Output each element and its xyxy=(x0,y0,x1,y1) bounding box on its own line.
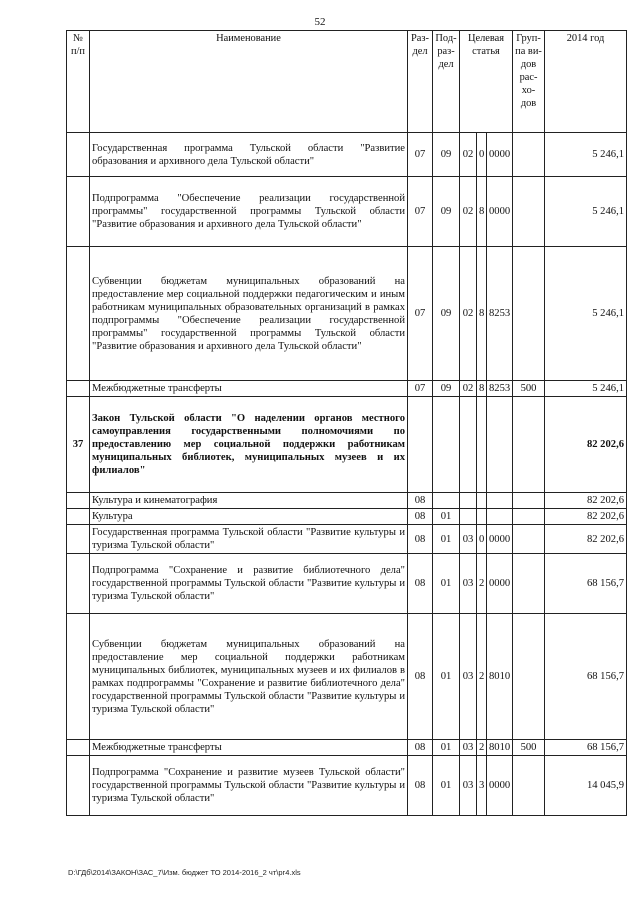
table-row xyxy=(67,554,627,614)
row-number xyxy=(67,493,90,509)
row-target-program: 02 xyxy=(460,177,477,247)
table-body xyxy=(67,133,627,816)
row-expense-group xyxy=(513,554,545,614)
row-subsection: 01 xyxy=(433,614,460,740)
row-target-subprogram: 2 xyxy=(477,554,487,614)
row-subsection: 09 xyxy=(433,177,460,247)
budget-table xyxy=(66,30,627,816)
row-expense-group xyxy=(513,493,545,509)
row-subsection: 01 xyxy=(433,756,460,816)
header-subsection: Под-раз-дел xyxy=(433,31,460,133)
row-amount: 68 156,7 xyxy=(545,554,627,614)
row-expense-group xyxy=(513,177,545,247)
row-number xyxy=(67,525,90,554)
row-target-item: 0000 xyxy=(487,177,513,247)
row-name: Государственная программа Тульской области "Развитие образования и архивного дела Тульской области" xyxy=(90,133,408,177)
header-group: Груп-па ви-дов рас-хо-дов xyxy=(513,31,545,133)
row-target-subprogram xyxy=(477,397,487,493)
row-amount: 5 246,1 xyxy=(545,177,627,247)
table-row xyxy=(67,614,627,740)
header-target: Целевая статья xyxy=(460,31,513,133)
row-name: Подпрограмма "Сохранение и развитие музеев Тульской области" государственной программы Тульской области "Развитие культуры и туризма Тульской области" xyxy=(90,756,408,816)
row-number: 37 xyxy=(67,397,90,493)
row-expense-group xyxy=(513,133,545,177)
row-target-item xyxy=(487,493,513,509)
row-section: 07 xyxy=(408,247,433,381)
row-section: 08 xyxy=(408,493,433,509)
row-section: 08 xyxy=(408,614,433,740)
row-section: 08 xyxy=(408,509,433,525)
row-name: Субвенции бюджетам муниципальных образований на предоставление мер социальной поддержки педагогическим и иным работникам муниципальных образовательных организаций в рамках подпрограммы "Обеспечение реализации государственной программы" государственной программы Тульской области "Развитие образования и архивного дела Тульской области" xyxy=(90,247,408,381)
row-section: 07 xyxy=(408,133,433,177)
row-amount: 68 156,7 xyxy=(545,614,627,740)
row-amount: 5 246,1 xyxy=(545,381,627,397)
row-target-program: 02 xyxy=(460,133,477,177)
row-expense-group xyxy=(513,614,545,740)
row-number xyxy=(67,133,90,177)
table-row xyxy=(67,740,627,756)
row-target-item xyxy=(487,397,513,493)
row-section: 08 xyxy=(408,756,433,816)
row-expense-group: 500 xyxy=(513,740,545,756)
table-row xyxy=(67,397,627,493)
row-subsection: 01 xyxy=(433,525,460,554)
row-target-program xyxy=(460,509,477,525)
row-expense-group xyxy=(513,525,545,554)
row-target-subprogram: 8 xyxy=(477,247,487,381)
row-name: Закон Тульской области "О наделении органов местного самоуправления государственными полномочиями по предоставлению мер социальной поддержки работникам муниципальных библиотек, муниципальных музеев и их филиалов" xyxy=(90,397,408,493)
row-amount: 82 202,6 xyxy=(545,525,627,554)
row-target-subprogram: 8 xyxy=(477,381,487,397)
table-row xyxy=(67,133,627,177)
row-subsection: 09 xyxy=(433,381,460,397)
row-amount: 68 156,7 xyxy=(545,740,627,756)
row-subsection: 01 xyxy=(433,740,460,756)
row-number xyxy=(67,740,90,756)
row-amount: 14 045,9 xyxy=(545,756,627,816)
header-year: 2014 год xyxy=(545,31,627,133)
row-target-subprogram xyxy=(477,493,487,509)
row-subsection: 01 xyxy=(433,509,460,525)
file-path-footer: D:\ГДб\2014\ЗАКОН\ЗАС_7\Изм. бюджет ТО 2014-2016_2 чт\рг4.xls xyxy=(68,868,301,877)
row-name: Культура и кинематография xyxy=(90,493,408,509)
row-section: 08 xyxy=(408,554,433,614)
row-target-subprogram: 2 xyxy=(477,740,487,756)
row-expense-group xyxy=(513,397,545,493)
row-expense-group xyxy=(513,509,545,525)
row-amount: 82 202,6 xyxy=(545,493,627,509)
row-number xyxy=(67,614,90,740)
row-number xyxy=(67,509,90,525)
table-row xyxy=(67,756,627,816)
row-subsection xyxy=(433,397,460,493)
row-number xyxy=(67,554,90,614)
row-target-program xyxy=(460,397,477,493)
row-subsection: 01 xyxy=(433,554,460,614)
header-section: Раз-дел xyxy=(408,31,433,133)
row-amount: 82 202,6 xyxy=(545,509,627,525)
row-expense-group xyxy=(513,247,545,381)
row-target-program xyxy=(460,493,477,509)
row-name: Подпрограмма "Сохранение и развитие библиотечного дела" государственной программы Тульской области "Развитие культуры и туризма Тульской области" xyxy=(90,554,408,614)
row-target-item: 0000 xyxy=(487,525,513,554)
row-target-item xyxy=(487,509,513,525)
row-target-program: 03 xyxy=(460,554,477,614)
row-section: 07 xyxy=(408,381,433,397)
table-row xyxy=(67,381,627,397)
row-name: Субвенции бюджетам муниципальных образований на предоставление мер социальной поддержки работникам муниципальных библиотек, муниципальных музеев и их филиалов в рамках подпрограммы "Сохранение и развитие библиотечного дела" государственной программы Тульской области "Развитие культуры и туризма Тульской области" xyxy=(90,614,408,740)
row-target-subprogram xyxy=(477,509,487,525)
table-row xyxy=(67,247,627,381)
table-row xyxy=(67,177,627,247)
row-target-item: 8010 xyxy=(487,740,513,756)
row-target-item: 0000 xyxy=(487,756,513,816)
row-subsection: 09 xyxy=(433,133,460,177)
row-target-program: 02 xyxy=(460,247,477,381)
row-target-item: 8010 xyxy=(487,614,513,740)
table-header-row xyxy=(67,31,627,133)
row-subsection xyxy=(433,493,460,509)
table-row xyxy=(67,525,627,554)
row-target-program: 03 xyxy=(460,525,477,554)
header-num: № п/п xyxy=(67,31,90,133)
row-target-item: 0000 xyxy=(487,554,513,614)
row-target-program: 03 xyxy=(460,614,477,740)
row-number xyxy=(67,381,90,397)
row-target-subprogram: 3 xyxy=(477,756,487,816)
row-name: Культура xyxy=(90,509,408,525)
row-target-program: 03 xyxy=(460,756,477,816)
row-target-subprogram: 8 xyxy=(477,177,487,247)
page-number: 52 xyxy=(314,16,326,28)
row-name: Межбюджетные трансферты xyxy=(90,381,408,397)
row-number xyxy=(67,756,90,816)
row-expense-group: 500 xyxy=(513,381,545,397)
row-section xyxy=(408,397,433,493)
row-expense-group xyxy=(513,756,545,816)
row-target-subprogram: 0 xyxy=(477,525,487,554)
header-name: Наименование xyxy=(90,31,408,133)
row-target-program: 02 xyxy=(460,381,477,397)
row-section: 08 xyxy=(408,525,433,554)
row-amount: 5 246,1 xyxy=(545,133,627,177)
row-section: 07 xyxy=(408,177,433,247)
row-section: 08 xyxy=(408,740,433,756)
row-name: Государственная программа Тульской области "Развитие культуры и туризма Тульской области" xyxy=(90,525,408,554)
table-row xyxy=(67,509,627,525)
row-subsection: 09 xyxy=(433,247,460,381)
row-number xyxy=(67,177,90,247)
row-amount: 82 202,6 xyxy=(545,397,627,493)
table-row xyxy=(67,493,627,509)
row-name: Межбюджетные трансферты xyxy=(90,740,408,756)
row-target-program: 03 xyxy=(460,740,477,756)
row-name: Подпрограмма "Обеспечение реализации государственной программы" государственной программы Тульской области "Развитие образования и архивного дела Тульской области" xyxy=(90,177,408,247)
row-target-item: 8253 xyxy=(487,247,513,381)
row-target-subprogram: 0 xyxy=(477,133,487,177)
row-target-subprogram: 2 xyxy=(477,614,487,740)
row-number xyxy=(67,247,90,381)
row-amount: 5 246,1 xyxy=(545,247,627,381)
row-target-item: 8253 xyxy=(487,381,513,397)
row-target-item: 0000 xyxy=(487,133,513,177)
